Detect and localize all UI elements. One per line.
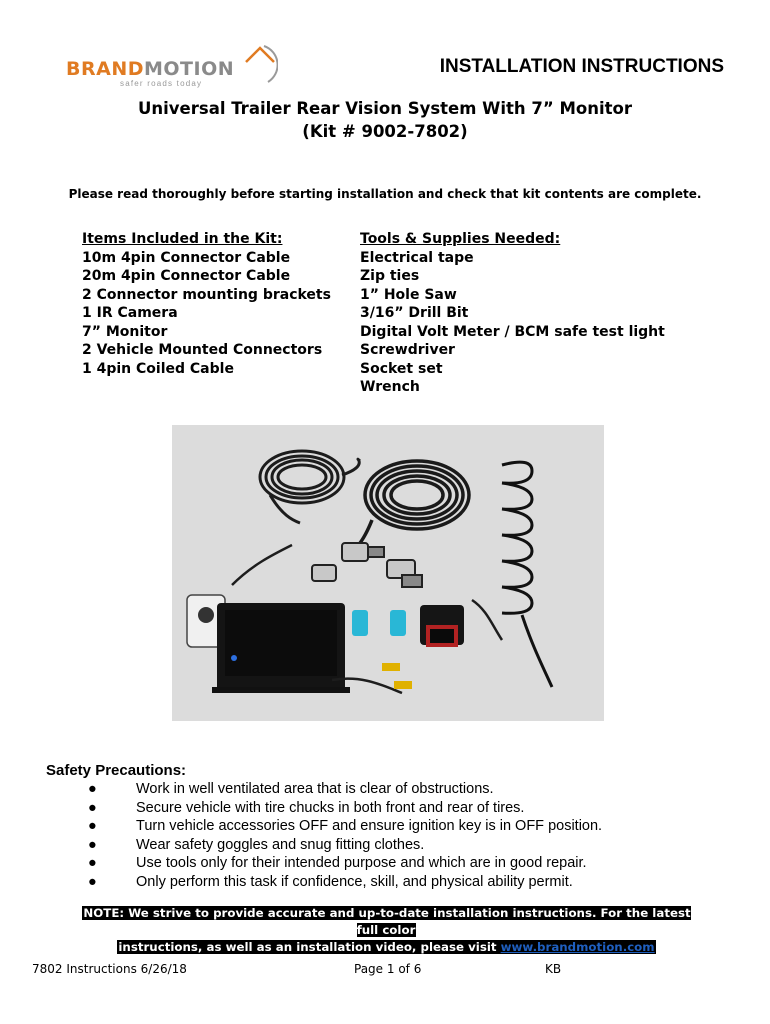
list-item: 1 4pin Coiled Cable (82, 360, 234, 377)
kit-items-heading: Items Included in the Kit: (82, 231, 283, 247)
kit-items-section (82, 230, 331, 378)
list-item: 2 Vehicle Mounted Connectors (82, 342, 323, 358)
tools-section (360, 230, 665, 397)
bullet-icon: ● (88, 873, 97, 890)
safety-item-text: Secure vehicle with tire chucks in both front and rear of tires. (136, 799, 525, 816)
logo-tagline: safer roads today (120, 79, 203, 88)
safety-heading: Safety Precautions: (46, 762, 187, 779)
list-item: Zip ties (360, 268, 420, 284)
logo-motion-text: MOTION (144, 58, 235, 80)
list-item: 2 Connector mounting brackets (82, 286, 331, 303)
list-item: 10m 4pin Connector Cable (82, 249, 291, 266)
bullet-icon: ● (88, 855, 97, 871)
safety-item-text: Work in well ventilated area that is clear of obstructions. (136, 781, 494, 797)
brandmotion-website-link[interactable]: www.brandmotion.com (500, 940, 655, 954)
list-item: Screwdriver (360, 342, 455, 358)
logo-brand-text: BRAND (66, 58, 144, 80)
safety-item-text: Turn vehicle accessories OFF and ensure ignition key is in OFF position. (136, 818, 603, 834)
document-header-title: INSTALLATION INSTRUCTIONS (439, 56, 724, 77)
list-item: 1” Hole Saw (360, 286, 457, 303)
monitor-7in (212, 603, 350, 693)
list-item: Wrench (360, 379, 420, 395)
list-item: 7” Monitor (82, 323, 168, 340)
list-item: 3/16” Drill Bit (360, 305, 469, 321)
safety-item-text: Wear safety goggles and snug fitting clothes. (136, 836, 425, 853)
tools-heading: Tools & Supplies Needed: (360, 231, 561, 247)
safety-item-text: Only perform this task if confidence, skill, and physical ability permit. (136, 873, 573, 890)
house-arc-icon (242, 42, 278, 86)
bullet-icon: ● (88, 818, 97, 834)
list-item: Digital Volt Meter / BCM safe test light (360, 323, 665, 340)
logo-wordmark (66, 58, 234, 80)
footer-doc-id: 7802 Instructions 6/26/18 (32, 962, 187, 976)
ir-camera (420, 605, 464, 647)
note-banner (70, 905, 703, 956)
kit-number: (Kit # 9002-7802) (302, 122, 468, 141)
intro-instruction: Please read thoroughly before starting installation and check that kit contents are complete. (68, 187, 702, 201)
safety-item-text: Use tools only for their intended purpose and which are in good repair. (136, 855, 587, 871)
bullet-icon: ● (88, 836, 97, 853)
tools-list (360, 249, 665, 397)
footer-initials: KB (545, 962, 562, 976)
kit-contents-photo (172, 425, 604, 721)
kit-items-list (82, 249, 331, 379)
list-item: 1 IR Camera (82, 305, 178, 321)
footer-page-number: Page 1 of 6 (354, 962, 422, 976)
list-item: 20m 4pin Connector Cable (82, 268, 291, 284)
bullet-icon: ● (88, 799, 97, 816)
product-title: Universal Trailer Rear Vision System With 7” Monitor (138, 99, 632, 118)
note-line-2-text: instructions, as well as an installation video, please visit (118, 940, 501, 954)
note-line-2 (117, 940, 655, 954)
note-line-1: NOTE: We strive to provide accurate and up-to-date installation instructions. For the latest full color (83, 906, 691, 937)
list-item: Electrical tape (360, 249, 474, 266)
list-item: Socket set (360, 360, 443, 377)
brandmotion-logo (64, 42, 274, 92)
bullet-icon: ● (88, 781, 97, 797)
